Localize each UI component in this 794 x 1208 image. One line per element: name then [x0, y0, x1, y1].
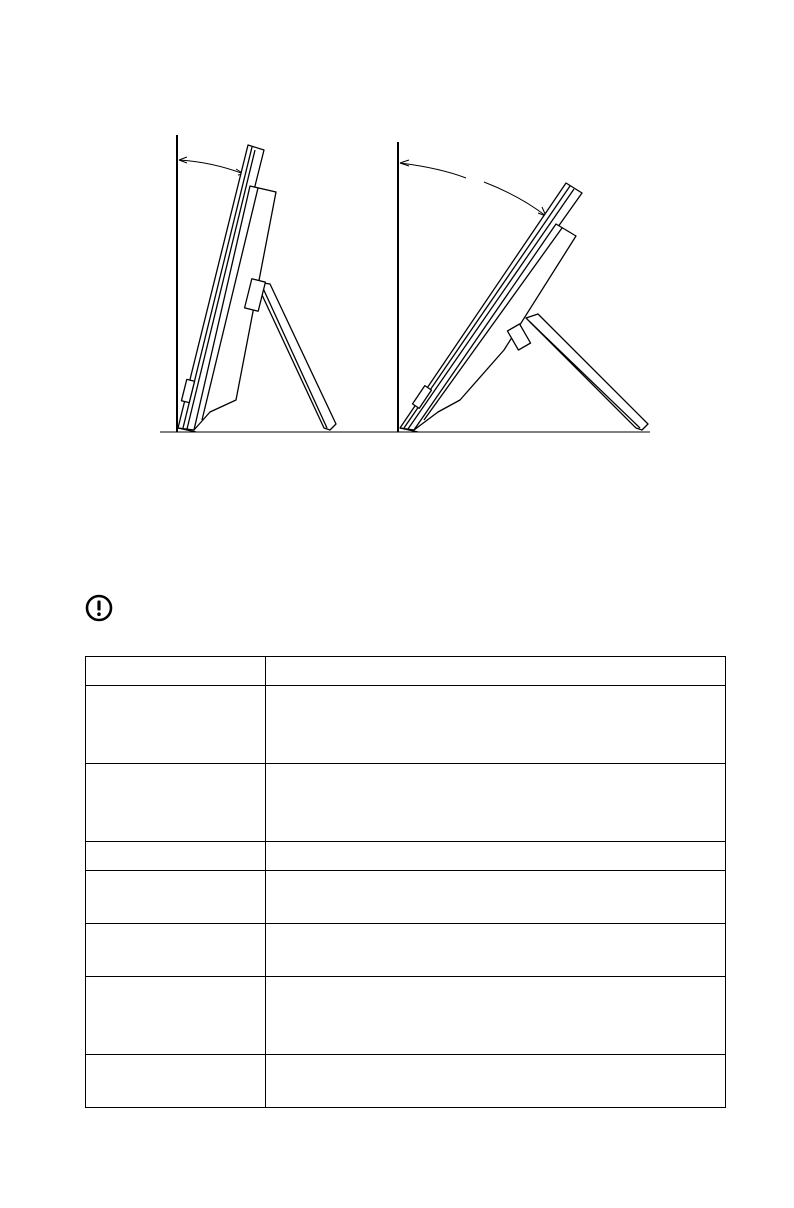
table-cell	[86, 977, 266, 1055]
left-monitor-side-view	[178, 145, 336, 432]
table-row	[86, 924, 726, 977]
table-row	[86, 764, 726, 842]
table-cell	[86, 871, 266, 924]
table-row	[86, 977, 726, 1055]
table-cell	[86, 1055, 266, 1108]
right-monitor-side-view	[400, 183, 648, 432]
tilt-angle-diagram	[0, 0, 794, 470]
table-cell	[86, 764, 266, 842]
table-cell	[86, 924, 266, 977]
right-angle-arrow	[400, 160, 546, 216]
table-row	[86, 842, 726, 871]
table-cell	[266, 842, 726, 871]
table-cell	[266, 764, 726, 842]
table-cell	[266, 1055, 726, 1108]
left-angle-arrow	[179, 157, 244, 175]
table-cell	[86, 842, 266, 871]
table-header-cell	[86, 657, 266, 686]
table-row	[86, 1055, 726, 1108]
table-cell	[266, 871, 726, 924]
table-cell	[266, 686, 726, 764]
table-row	[86, 871, 726, 924]
table-row	[86, 686, 726, 764]
table-header-row	[86, 657, 726, 686]
table-cell	[86, 686, 266, 764]
table-header-cell	[266, 657, 726, 686]
table-cell	[266, 977, 726, 1055]
exclamation-circle-icon	[84, 593, 114, 623]
table-cell	[266, 924, 726, 977]
spec-table	[85, 656, 726, 1108]
